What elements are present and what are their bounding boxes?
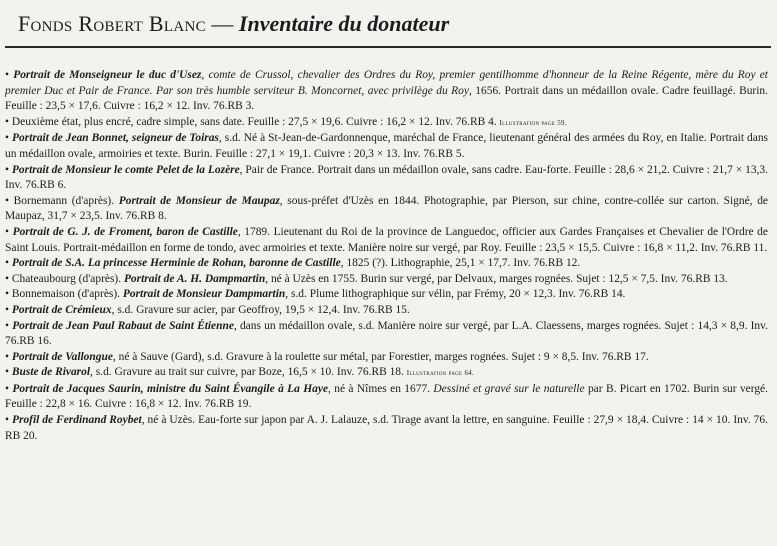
entry-text: , s.d. Plume lithographique sur vélin, par Frémy, 20 × 12,3. Inv. 76.RB 14. [285,288,626,301]
inventory-entry [5,115,768,132]
entry-text: , 1825 (?). Lithographie, 25,1 × 17,7. Inv. 76.RB 12. [340,257,581,270]
inventory-entry [5,163,768,194]
entry-text: , s.d. Gravure au trait sur cuivre, par Boze, 16,5 × 10. Inv. 76.RB 18. [90,366,404,379]
inventory-entry [5,350,768,366]
entry-text: , 1789. Lieutenant du Roi de la province de Languedoc, officier aux Gardes Françaises et Chevalier de l'Ordre de Saint Louis. Portrait-médaillon en forme de tondo, avec armoiries et texte. Manière noire sur vergé, par Roy. Feuille : 23,5 × 15,5. Cuivre : 16,8 × 11,2. Inv. 76.RB 11. [5,225,768,254]
entry-text: par B. Picart en 1702. Burin sur vergé. Feuille : 22,8 × 16. Cuivre : 16,8 × 12. Inv. 76.RB 19. [5,382,768,411]
entry-prefix: Bornemann (d'après). [13,194,119,207]
illustration-note: Illustration page 64. [406,369,475,378]
entry-title: Profil de Ferdinand Roybet [12,414,142,427]
entry-title: Portrait de Jean Paul Rabaut de Saint Étienne [12,319,234,332]
entry-title: Portrait de Jacques Saurin, ministre du Saint Évangile à La Haye [12,382,329,395]
illustration-note: Illustration page 59. [499,118,567,127]
inventory-entry [5,194,768,225]
inventory-entry [5,131,768,162]
header-dash: — [205,11,239,36]
entry-text: , s.d. Gravure sur acier, par Geoffroy, 19,5 × 12,4. Inv. 76.RB 15. [111,303,410,316]
inventory-entry [5,319,768,350]
entry-title: Portrait de Crémieux [11,303,112,316]
entry-prefix: Bonnemaison (d'après). [11,288,123,301]
page-header [18,10,766,38]
inventory-subtitle: Inventaire du donateur [238,11,450,36]
entry-prefix: Chateaubourg (d'après). [11,272,124,285]
fonds-title: Fonds Robert Blanc [18,11,206,36]
inventory-list [5,68,768,444]
entry-title: Portrait de G. J. de Froment, baron de Castille [12,225,238,238]
entry-title: Portrait de Monseigneur le duc d'Usez [13,69,202,81]
entry-dedication: , comte de Crussol, chevalier des Ordres du Roy, premier gentilhomme d'honneur de la Reine Régente, mère du Roy et premier Duc et Pair de France. Par son très humble serviteur B. Moncornet, avec privilège du Roy [5,69,768,97]
inventory-entry [5,413,768,444]
inventory-entry [5,365,768,382]
entry-title: Portrait de Jean Bonnet, seigneur de Toiras [12,132,219,145]
entry-text: , dans un médaillon ovale, s.d. Manière noire sur vergé, par L.A. Claessens, marges rognées. Sujet : 14,3 × 8,9. Inv. 76.RB 16. [5,319,768,348]
inventory-entry [5,287,768,303]
entry-title: Portrait de A. H. Dampmartin [123,272,266,285]
entry-text: , né à Uzès en 1755. Burin sur vergé, par Delvaux, marges rognées. Sujet : 12,5 × 7,5. Inv. 76.RB 13. [265,272,728,285]
inventory-entry [5,225,768,256]
entry-text: , s.d. Né à St-Jean-de-Gardonnenque, maréchal de France, lieutenant général des armées du Roy, en Italie. Portrait dans un médaillon ovale, armoiries et texte. Burin. Feuille : 27,1 × 19,1. Cuivre : 20,3 × 13. Inv. 76.RB 5. [5,132,768,160]
inventory-entry [5,68,768,115]
entry-title: Portrait de Monsieur de Maupaz [118,194,280,207]
inventory-entry [5,256,768,272]
header-rule [5,46,771,48]
entry-title: Portrait de Monsieur Dampmartin [122,288,286,301]
entry-text: , Pair de France. Portrait dans un médaillon ovale, sans cadre. Eau-forte. Feuille : 28,6 × 21,2. Cuivre : 21,7 × 13,3. Inv. 76.RB 6. [5,163,768,192]
entry-title: Portrait de Monsieur le comte Pelet de la Lozère [11,163,240,176]
inventory-entry [5,303,768,319]
entry-text: , 1656. Portrait dans un médaillon ovale. Cadre feuillagé. Burin. Feuille : 23,5 × 17,6. Cuivre : 16,2 × 12. Inv. 76.RB 3. [5,84,768,113]
entry-title: Portrait de S.A. La princesse Herminie de Rohan, baronne de Castille [11,257,341,270]
entry-text: , sous-préfet d'Uzès en 1844. Photographie, par Pierson, sur chine, contre-collée sur carton. Signé, de Maupaz, 31,7 × 23,5. Inv. 76.RB 8. [5,194,768,223]
entry-text: Deuxième état, plus encré, cadre simple, sans date. Feuille : 27,5 × 19,6. Cuivre : 16,2 × 12. Inv. 76.RB 4. [11,115,497,128]
inventory-entry [5,272,768,288]
entry-title: Buste de Rivarol [11,366,91,379]
entry-dedication: Dessiné et gravé sur le naturelle [433,382,585,395]
entry-text: , né à Sauve (Gard), s.d. Gravure à la roulette sur métal, par Forestier, marges rognées. Sujet : 9 × 8,5. Inv. 76.RB 17. [112,350,649,363]
inventory-entry [5,382,768,413]
entry-title: Portrait de Vallongue [11,350,113,363]
entry-text: , né à Uzès. Eau-forte sur japon par A. J. Lalauze, s.d. Tirage avant la lettre, en sanguine. Feuille : 27,9 × 18,4. Cuivre : 14 × 10. Inv. 76. RB 20. [5,414,768,442]
entry-text: , né à Nîmes en 1677. [328,382,434,395]
